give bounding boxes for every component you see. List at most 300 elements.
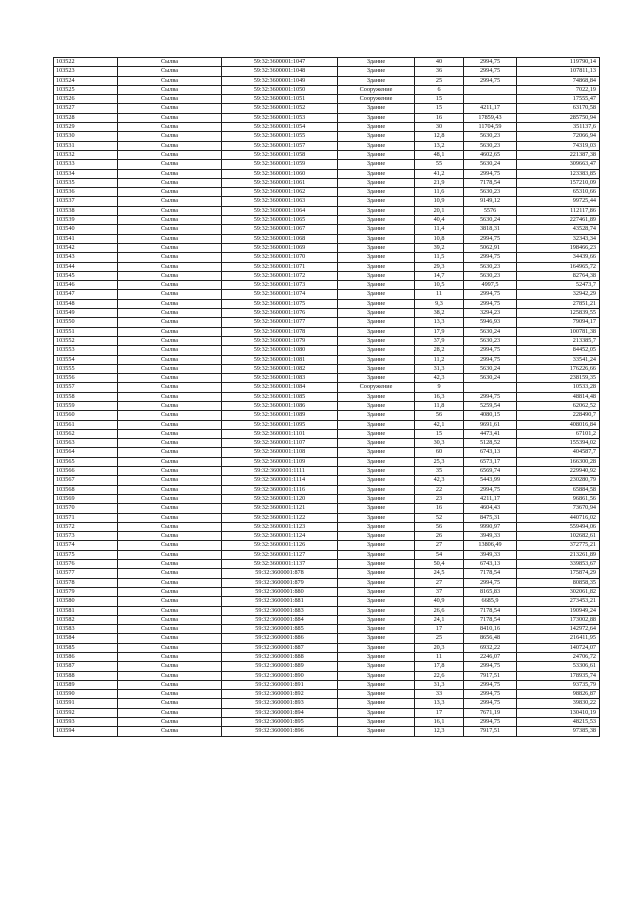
value-cell: 27851,21 [517,299,600,308]
cadastral-number-cell: 59:32:3600001:884 [222,615,338,624]
cadastral-number-cell: 59:32:3600001:1082 [222,364,338,373]
value-cell: 440716,02 [517,513,600,522]
table-row [54,485,600,494]
cadastral-number-cell: 59:32:3600001:1111 [222,467,338,476]
table-row [54,522,600,531]
cadastral-number-cell: 59:32:3600001:1060 [222,169,338,178]
area-cell: 14,7 [415,271,464,280]
cadastral-number-cell: 59:32:3600001:879 [222,578,338,587]
row-id-cell: 103589 [54,680,118,689]
table-row [54,532,600,541]
object-type-cell: Здание [338,188,415,197]
area-cell: 27 [415,578,464,587]
object-type-cell: Здание [338,364,415,373]
district-cell: Сылва [118,699,222,708]
table-row [54,113,600,122]
area-cell: 30,3 [415,439,464,448]
table-row [54,160,600,169]
value-cell: 43528,74 [517,225,600,234]
table-row [54,76,600,85]
district-cell: Сылва [118,485,222,494]
row-id-cell: 103524 [54,76,118,85]
row-id-cell: 103533 [54,160,118,169]
district-cell: Сылва [118,727,222,736]
table-row [54,643,600,652]
value-cell: 119790,14 [517,58,600,67]
table-row [54,216,600,225]
table-row [54,504,600,513]
object-type-cell: Здание [338,653,415,662]
rate-cell: 7178,54 [464,606,517,615]
rate-cell: 5630,23 [464,132,517,141]
object-type-cell: Здание [338,336,415,345]
table-row [54,671,600,680]
object-type-cell: Здание [338,76,415,85]
row-id-cell: 103574 [54,541,118,550]
table-row [54,392,600,401]
value-cell: 72066,94 [517,132,600,141]
table-row [54,346,600,355]
rate-cell: 6743,13 [464,560,517,569]
district-cell: Сылва [118,123,222,132]
table-row [54,587,600,596]
rate-cell: 2994,75 [464,299,517,308]
area-cell: 9 [415,383,464,392]
rate-cell: 5128,52 [464,439,517,448]
cadastral-number-cell: 59:32:3600001:890 [222,671,338,680]
rate-cell: 8656,48 [464,634,517,643]
table-row [54,188,600,197]
value-cell: 123383,85 [517,169,600,178]
district-cell: Сылва [118,457,222,466]
area-cell: 54 [415,550,464,559]
area-cell: 10,5 [415,281,464,290]
value-cell: 100781,38 [517,327,600,336]
district-cell: Сылва [118,690,222,699]
row-id-cell: 103526 [54,95,118,104]
district-cell: Сылва [118,708,222,717]
rate-cell: 2994,75 [464,234,517,243]
value-cell: 74868,84 [517,76,600,85]
object-type-cell: Здание [338,587,415,596]
area-cell: 33 [415,690,464,699]
rate-cell: 2994,75 [464,718,517,727]
object-type-cell: Здание [338,216,415,225]
value-cell: 125839,55 [517,309,600,318]
object-type-cell: Здание [338,680,415,689]
value-cell: 10533,28 [517,383,600,392]
rate-cell [464,85,517,94]
table-row [54,281,600,290]
area-cell: 26,6 [415,606,464,615]
table-row [54,578,600,587]
cadastral-number-cell: 59:32:3600001:1048 [222,67,338,76]
value-cell: 33541,24 [517,355,600,364]
cadastral-number-cell: 59:32:3600001:1054 [222,123,338,132]
area-cell: 23 [415,494,464,503]
rate-cell: 4604,43 [464,504,517,513]
table-body [54,58,600,737]
cadastral-number-cell: 59:32:3600001:1050 [222,85,338,94]
table-row [54,634,600,643]
rate-cell: 13806,49 [464,541,517,550]
area-cell: 56 [415,411,464,420]
object-type-cell: Здание [338,597,415,606]
object-type-cell: Здание [338,123,415,132]
object-type-cell: Здание [338,346,415,355]
rate-cell: 3949,33 [464,550,517,559]
cadastral-number-cell: 59:32:3600001:1055 [222,132,338,141]
table-row [54,597,600,606]
object-type-cell: Здание [338,160,415,169]
table-row [54,476,600,485]
object-type-cell: Здание [338,615,415,624]
area-cell: 15 [415,104,464,113]
row-id-cell: 103568 [54,485,118,494]
table-row [54,467,600,476]
row-id-cell: 103534 [54,169,118,178]
object-type-cell: Здание [338,141,415,150]
table-row [54,253,600,262]
area-cell: 6 [415,85,464,94]
table-row [54,494,600,503]
table-row [54,234,600,243]
object-type-cell: Здание [338,467,415,476]
row-id-cell: 103550 [54,318,118,327]
district-cell: Сылва [118,671,222,680]
row-id-cell: 103551 [54,327,118,336]
value-cell: 82764,38 [517,271,600,280]
rate-cell: 5630,23 [464,336,517,345]
district-cell: Сылва [118,411,222,420]
area-cell: 25 [415,634,464,643]
cadastral-number-cell: 59:32:3600001:1049 [222,76,338,85]
rate-cell [464,383,517,392]
table-row [54,262,600,271]
value-cell: 559494,06 [517,522,600,531]
row-id-cell: 103567 [54,476,118,485]
value-cell: 157210,09 [517,178,600,187]
area-cell: 48,1 [415,150,464,159]
district-cell: Сылва [118,522,222,531]
rate-cell: 2994,75 [464,699,517,708]
rate-cell: 8410,16 [464,625,517,634]
rate-cell: 2994,75 [464,58,517,67]
object-type-cell: Здание [338,718,415,727]
cadastral-number-cell: 59:32:3600001:1101 [222,429,338,438]
rate-cell: 2994,75 [464,346,517,355]
district-cell: Сылва [118,392,222,401]
value-cell: 52473,7 [517,281,600,290]
row-id-cell: 103583 [54,625,118,634]
object-type-cell: Здание [338,206,415,215]
value-cell: 175874,29 [517,569,600,578]
area-cell: 28,2 [415,346,464,355]
row-id-cell: 103527 [54,104,118,113]
area-cell: 13,2 [415,141,464,150]
cadastral-number-cell: 59:32:3600001:1095 [222,420,338,429]
area-cell: 13,3 [415,699,464,708]
object-type-cell: Здание [338,281,415,290]
district-cell: Сылва [118,188,222,197]
value-cell: 404587,7 [517,448,600,457]
object-type-cell: Здание [338,178,415,187]
object-type-cell: Здание [338,262,415,271]
area-cell: 29,3 [415,262,464,271]
table-row [54,132,600,141]
area-cell: 20,3 [415,643,464,652]
district-cell: Сылва [118,271,222,280]
area-cell: 40 [415,58,464,67]
cadastral-number-cell: 59:32:3600001:885 [222,625,338,634]
district-cell: Сылва [118,467,222,476]
row-id-cell: 103590 [54,690,118,699]
value-cell: 408016,84 [517,420,600,429]
rate-cell: 2994,75 [464,680,517,689]
district-cell: Сылва [118,476,222,485]
row-id-cell: 103591 [54,699,118,708]
district-cell: Сылва [118,541,222,550]
cadastral-number-cell: 59:32:3600001:1064 [222,206,338,215]
rate-cell: 5259,54 [464,401,517,410]
row-id-cell: 103581 [54,606,118,615]
district-cell: Сылва [118,560,222,569]
district-cell: Сылва [118,504,222,513]
district-cell: Сылва [118,150,222,159]
object-type-cell: Здание [338,420,415,429]
area-cell: 42,1 [415,420,464,429]
rate-cell: 8475,31 [464,513,517,522]
district-cell: Сылва [118,597,222,606]
district-cell: Сылва [118,680,222,689]
object-type-cell: Здание [338,253,415,262]
district-cell: Сылва [118,206,222,215]
row-id-cell: 103582 [54,615,118,624]
table-row [54,690,600,699]
object-type-cell: Здание [338,643,415,652]
value-cell: 112117,86 [517,206,600,215]
object-type-cell: Здание [338,327,415,336]
value-cell: 155394,02 [517,439,600,448]
cadastral-number-cell: 59:32:3600001:1062 [222,188,338,197]
row-id-cell: 103535 [54,178,118,187]
object-type-cell: Здание [338,699,415,708]
district-cell: Сылва [118,216,222,225]
value-cell: 17555,47 [517,95,600,104]
value-cell: 96861,56 [517,494,600,503]
table-row [54,662,600,671]
row-id-cell: 103545 [54,271,118,280]
value-cell: 39830,22 [517,699,600,708]
rate-cell: 4211,17 [464,104,517,113]
object-type-cell: Здание [338,411,415,420]
area-cell: 41,2 [415,169,464,178]
value-cell: 67101,2 [517,429,600,438]
district-cell: Сылва [118,374,222,383]
area-cell: 39,2 [415,243,464,252]
table-row [54,625,600,634]
table-row [54,290,600,299]
row-id-cell: 103573 [54,532,118,541]
row-id-cell: 103532 [54,150,118,159]
rate-cell: 9990,97 [464,522,517,531]
rate-cell: 4602,65 [464,150,517,159]
district-cell: Сылва [118,355,222,364]
cadastral-number-cell: 59:32:3600001:1121 [222,504,338,513]
area-cell: 11,8 [415,401,464,410]
row-id-cell: 103560 [54,411,118,420]
object-type-cell: Здание [338,318,415,327]
value-cell: 73670,94 [517,504,600,513]
district-cell: Сылва [118,383,222,392]
cadastral-number-cell: 59:32:3600001:1137 [222,560,338,569]
table-row [54,615,600,624]
rate-cell: 17859,43 [464,113,517,122]
object-type-cell: Здание [338,476,415,485]
value-cell: 176226,66 [517,364,600,373]
area-cell: 24,5 [415,569,464,578]
table-row [54,420,600,429]
object-type-cell: Здание [338,401,415,410]
cadastral-number-cell: 59:32:3600001:886 [222,634,338,643]
rate-cell: 9149,12 [464,197,517,206]
area-cell: 11 [415,653,464,662]
object-type-cell: Здание [338,374,415,383]
row-id-cell: 103556 [54,374,118,383]
object-type-cell: Здание [338,225,415,234]
rate-cell: 5630,24 [464,374,517,383]
cadastral-number-cell: 59:32:3600001:1123 [222,522,338,531]
value-cell: 228490,7 [517,411,600,420]
rate-cell: 5630,24 [464,364,517,373]
table-row [54,429,600,438]
rate-cell: 5630,23 [464,188,517,197]
district-cell: Сылва [118,234,222,243]
rate-cell: 5630,23 [464,141,517,150]
row-id-cell: 103593 [54,718,118,727]
object-type-cell: Сооружение [338,85,415,94]
object-type-cell: Здание [338,104,415,113]
area-cell: 11,6 [415,188,464,197]
value-cell: 80858,35 [517,578,600,587]
district-cell: Сылва [118,58,222,67]
district-cell: Сылва [118,653,222,662]
area-cell: 35 [415,467,464,476]
object-type-cell: Сооружение [338,95,415,104]
row-id-cell: 103578 [54,578,118,587]
cadastral-number-cell: 59:32:3600001:894 [222,708,338,717]
object-type-cell: Здание [338,439,415,448]
district-cell: Сылва [118,299,222,308]
table-row [54,95,600,104]
district-cell: Сылва [118,448,222,457]
table-row [54,150,600,159]
rate-cell: 2994,75 [464,169,517,178]
row-id-cell: 103552 [54,336,118,345]
cadastral-number-cell: 59:32:3600001:1063 [222,197,338,206]
area-cell: 9,3 [415,299,464,308]
area-cell: 16,3 [415,392,464,401]
object-type-cell: Здание [338,169,415,178]
value-cell: 98826,87 [517,690,600,699]
area-cell: 11,4 [415,225,464,234]
table-row [54,271,600,280]
row-id-cell: 103587 [54,662,118,671]
row-id-cell: 103530 [54,132,118,141]
row-id-cell: 103572 [54,522,118,531]
row-id-cell: 103586 [54,653,118,662]
cadastral-number-cell: 59:32:3600001:1067 [222,225,338,234]
table-row [54,197,600,206]
district-cell: Сылва [118,662,222,671]
row-id-cell: 103592 [54,708,118,717]
district-cell: Сылва [118,76,222,85]
cadastral-number-cell: 59:32:3600001:878 [222,569,338,578]
table-row [54,58,600,67]
cadastral-number-cell: 59:32:3600001:1075 [222,299,338,308]
rate-cell: 3949,33 [464,532,517,541]
row-id-cell: 103555 [54,364,118,373]
object-type-cell: Здание [338,243,415,252]
object-type-cell: Здание [338,150,415,159]
table-row [54,550,600,559]
rate-cell: 2994,75 [464,290,517,299]
district-cell: Сылва [118,169,222,178]
row-id-cell: 103566 [54,467,118,476]
district-cell: Сылва [118,634,222,643]
row-id-cell: 103548 [54,299,118,308]
district-cell: Сылва [118,290,222,299]
area-cell: 22,6 [415,671,464,680]
rate-cell: 6685,9 [464,597,517,606]
cadastral-number-cell: 59:32:3600001:1069 [222,243,338,252]
cadastral-number-cell: 59:32:3600001:1080 [222,346,338,355]
value-cell: 53306,61 [517,662,600,671]
area-cell: 36 [415,67,464,76]
district-cell: Сылва [118,225,222,234]
table-row [54,327,600,336]
district-cell: Сылва [118,513,222,522]
cadastral-number-cell: 59:32:3600001:1071 [222,262,338,271]
object-type-cell: Здание [338,541,415,550]
value-cell: 173002,88 [517,615,600,624]
row-id-cell: 103577 [54,569,118,578]
table-row [54,653,600,662]
table-row [54,141,600,150]
table-row [54,309,600,318]
cadastral-number-cell: 59:32:3600001:1126 [222,541,338,550]
value-cell: 62062,52 [517,401,600,410]
cadastral-number-cell: 59:32:3600001:1079 [222,336,338,345]
area-cell: 12,8 [415,132,464,141]
cadastral-number-cell: 59:32:3600001:1065 [222,216,338,225]
area-cell: 37,9 [415,336,464,345]
value-cell: 227461,89 [517,216,600,225]
value-cell: 309663,47 [517,160,600,169]
area-cell: 15 [415,95,464,104]
district-cell: Сылва [118,578,222,587]
district-cell: Сылва [118,197,222,206]
row-id-cell: 103538 [54,206,118,215]
rate-cell: 4997,5 [464,281,517,290]
area-cell: 11 [415,290,464,299]
rate-cell: 6569,74 [464,467,517,476]
object-type-cell: Здание [338,690,415,699]
row-id-cell: 103549 [54,309,118,318]
area-cell: 25 [415,76,464,85]
row-id-cell: 103522 [54,58,118,67]
rate-cell: 5630,23 [464,262,517,271]
